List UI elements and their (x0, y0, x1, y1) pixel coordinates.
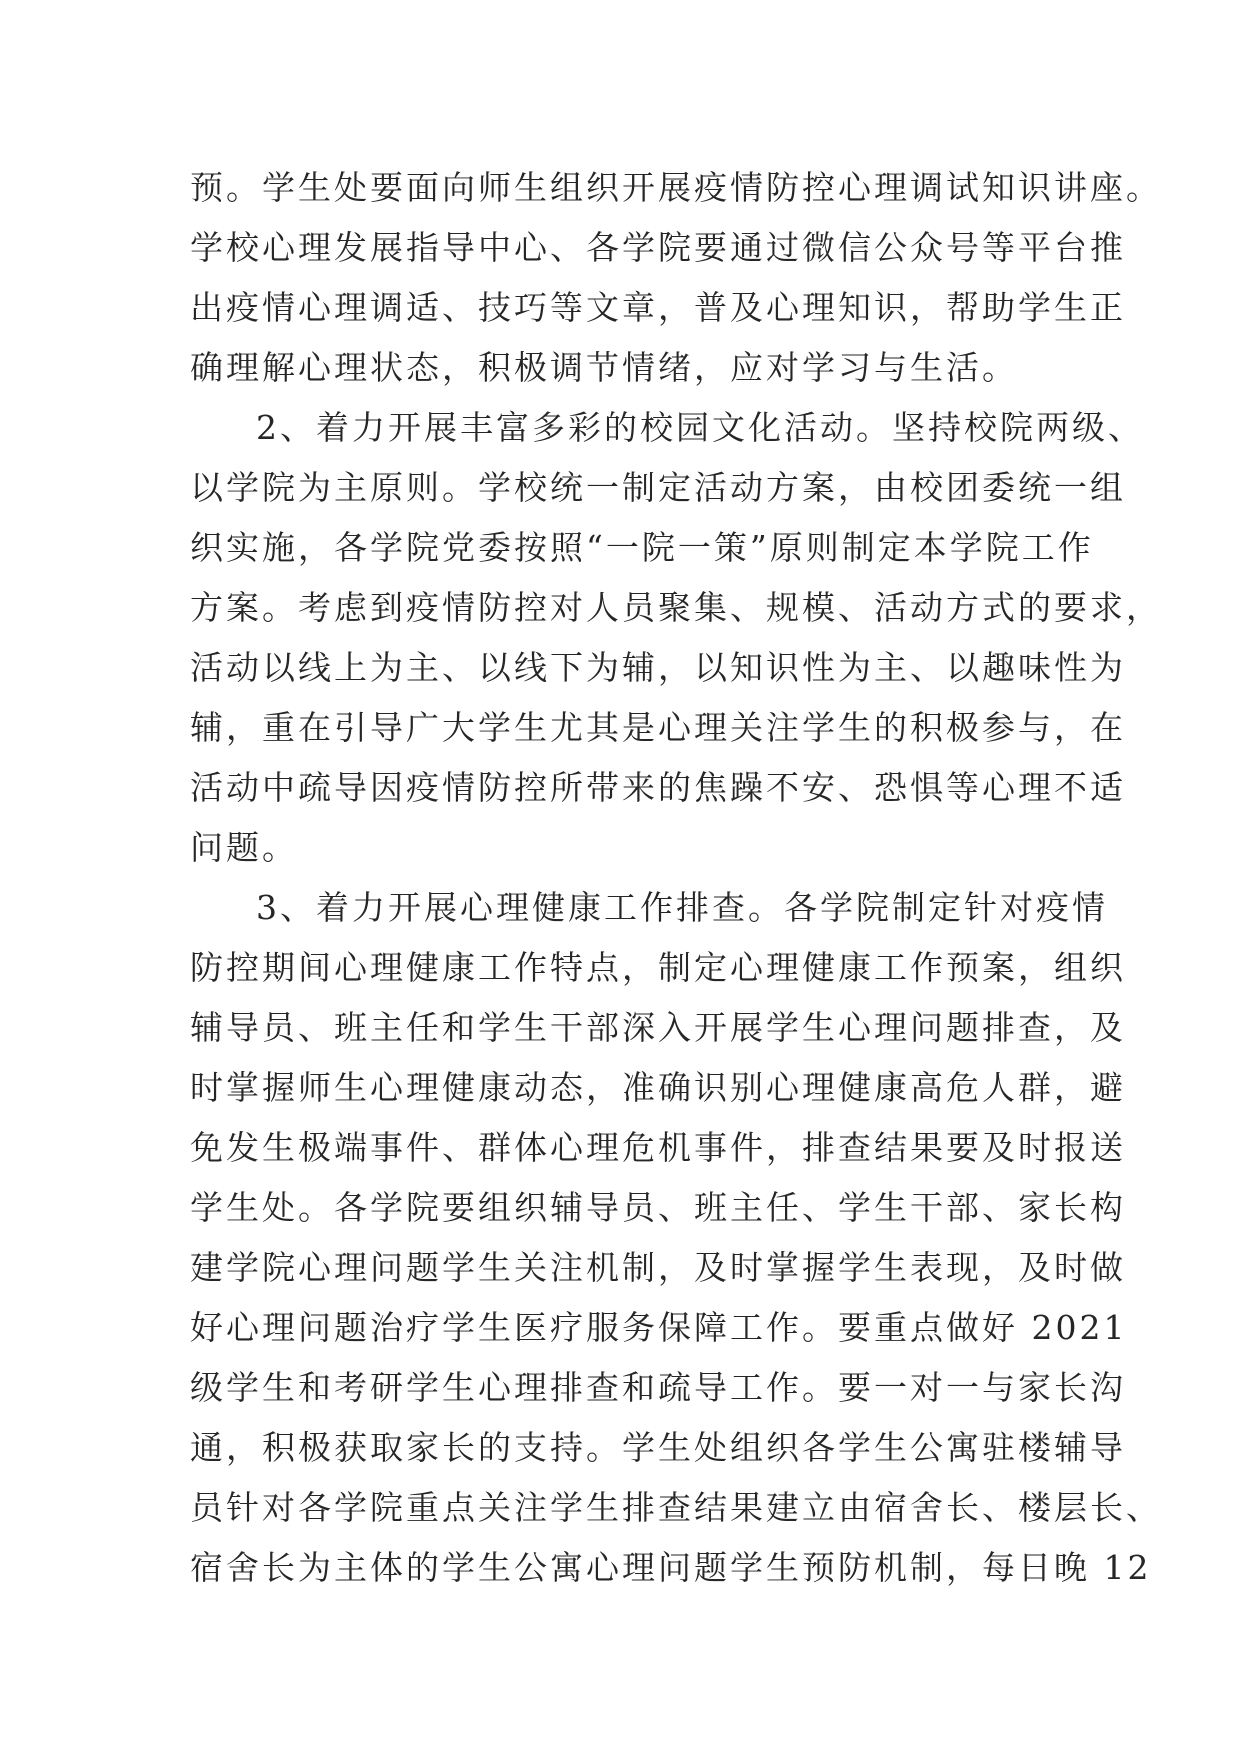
text-line: 辅导员、班主任和学生干部深入开展学生心理问题排查，及 (190, 1008, 1126, 1047)
body-text (190, 158, 1162, 1598)
text-line: 学校心理发展指导中心、各学院要通过微信公众号等平台推 (190, 228, 1126, 267)
text-line: 学生处。各学院要组织辅导员、班主任、学生干部、家长构 (190, 1188, 1126, 1227)
paragraph-start-line: 2、着力开展丰富多彩的校园文化活动。坚持校院两级、 (256, 408, 1144, 447)
text-line: 以学院为主原则。学校统一制定活动方案，由校团委统一组 (190, 468, 1126, 507)
text-line: 好心理问题治疗学生医疗服务保障工作。要重点做好 2021 (190, 1308, 1128, 1347)
text-line: 出疫情心理调适、技巧等文章，普及心理知识，帮助学生正 (190, 288, 1126, 327)
text-line: 员针对各学院重点关注学生排查结果建立由宿舍长、楼层长、 (190, 1488, 1162, 1527)
text-line: 通，积极获取家长的支持。学生处组织各学生公寓驻楼辅导 (190, 1428, 1126, 1467)
paragraph-start-line: 3、着力开展心理健康工作排查。各学院制定针对疫情 (256, 888, 1108, 927)
text-line: 免发生极端事件、群体心理危机事件，排查结果要及时报送 (190, 1128, 1126, 1167)
text-line: 建学院心理问题学生关注机制，及时掌握学生表现，及时做 (190, 1248, 1126, 1287)
text-line: 活动中疏导因疫情防控所带来的焦躁不安、恐惧等心理不适 (190, 768, 1126, 807)
text-line: 活动以线上为主、以线下为辅，以知识性为主、以趣味性为 (190, 648, 1126, 687)
text-line: 宿舍长为主体的学生公寓心理问题学生预防机制，每日晚 12 (190, 1548, 1152, 1587)
text-line: 辅，重在引导广大学生尤其是心理关注学生的积极参与，在 (190, 708, 1126, 747)
text-line: 预。学生处要面向师生组织开展疫情防控心理调试知识讲座。 (190, 168, 1162, 207)
text-line: 防控期间心理健康工作特点，制定心理健康工作预案，组织 (190, 948, 1126, 987)
text-line: 确理解心理状态，积极调节情绪，应对学习与生活。 (190, 348, 1018, 387)
text-line: 级学生和考研学生心理排查和疏导工作。要一对一与家长沟 (190, 1368, 1126, 1407)
text-line: 织实施，各学院党委按照“一院一策”原则制定本学院工作 (190, 528, 1094, 567)
text-line: 时掌握师生心理健康动态，准确识别心理健康高危人群，避 (190, 1068, 1126, 1107)
text-line: 问题。 (190, 828, 298, 867)
text-line: 方案。考虑到疫情防控对人员聚集、规模、活动方式的要求， (190, 588, 1162, 627)
